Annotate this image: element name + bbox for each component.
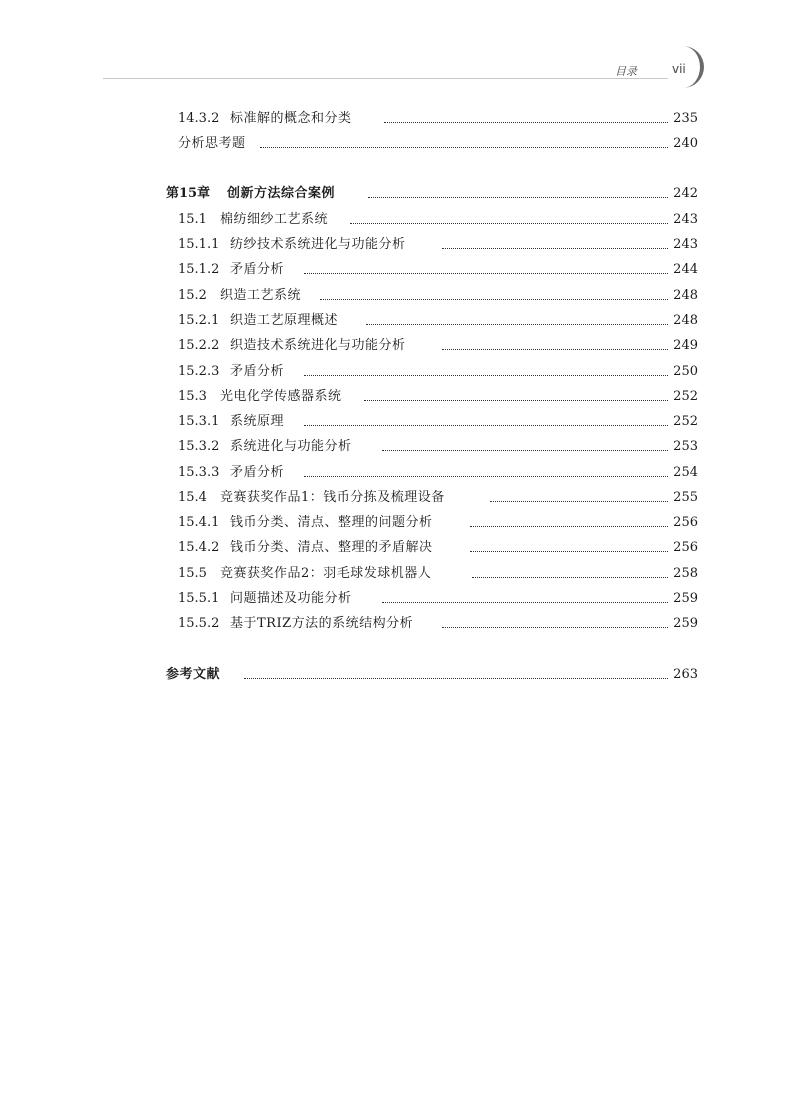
toc-dot-leader [442, 248, 668, 249]
toc-entry-number: 15.3.3 [178, 465, 220, 480]
toc-entry-number: 15.3 [178, 389, 207, 404]
header-rule [103, 78, 668, 79]
toc-entry[interactable] [0, 462, 790, 484]
toc-dot-leader [260, 147, 668, 148]
toc-entry[interactable] [0, 335, 790, 357]
toc-entry-title: 系统原理 [230, 414, 285, 429]
toc-entry-page: 254 [673, 465, 698, 480]
toc-entry-number: 15.3.1 [178, 414, 220, 429]
toc-entry-title: 钱币分类、清点、整理的矛盾解决 [230, 540, 433, 555]
toc-entry-page: 242 [673, 186, 698, 201]
toc-dot-leader [490, 501, 668, 502]
toc-entry-page: 240 [673, 136, 698, 151]
toc-entry-page: 256 [673, 540, 698, 555]
toc-dot-leader [320, 299, 668, 300]
toc-entry-title: 参考文献 [166, 667, 221, 682]
toc-entry[interactable] [0, 259, 790, 281]
toc-entry-number: 15.5 [178, 566, 207, 581]
toc-dot-leader [364, 400, 668, 401]
toc-entry-page: 253 [673, 439, 698, 454]
toc-entry[interactable] [0, 108, 790, 130]
toc-entry-title: 分析思考题 [178, 136, 246, 151]
toc-dot-leader [382, 602, 668, 603]
toc-entry-title: 矛盾分析 [230, 364, 285, 379]
toc-dot-leader [384, 122, 668, 123]
toc-entry-page: 248 [673, 288, 698, 303]
toc-entry[interactable] [0, 512, 790, 534]
toc-entry-page: 249 [673, 338, 698, 353]
toc-entry-title: 标准解的概念和分类 [230, 111, 352, 126]
toc-entry-number: 15.2.1 [178, 313, 220, 328]
toc-entry[interactable] [0, 537, 790, 559]
running-header-page-number: vii [672, 62, 686, 76]
toc-dot-leader [304, 375, 668, 376]
toc-entry[interactable] [0, 386, 790, 408]
toc-entry-title: 钱币分类、清点、整理的问题分析 [230, 515, 433, 530]
toc-entry-page: 255 [673, 490, 698, 505]
toc-entry[interactable] [0, 209, 790, 231]
toc-entry-title: 织造技术系统进化与功能分析 [230, 338, 406, 353]
toc-entry-title: 竞赛获奖作品1：钱币分拣及梳理设备 [220, 490, 445, 505]
toc-entry-title: 矛盾分析 [230, 465, 285, 480]
toc-entry-number: 15.3.2 [178, 439, 220, 454]
toc-entry-page: 256 [673, 515, 698, 530]
toc-dot-leader [442, 627, 668, 628]
toc-entry-page: 250 [673, 364, 698, 379]
toc-dot-leader [304, 425, 668, 426]
toc-entry-references[interactable] [0, 664, 790, 686]
toc-entry-number: 15.2.2 [178, 338, 220, 353]
toc-entry-page: 259 [673, 616, 698, 631]
toc-entry-number: 15.2.3 [178, 364, 220, 379]
toc-entry[interactable] [0, 310, 790, 332]
toc-entry[interactable] [0, 563, 790, 585]
toc-entry[interactable] [0, 487, 790, 509]
toc-entry-number: 15.5.2 [178, 616, 220, 631]
toc-entry-number: 15.5.1 [178, 591, 220, 606]
toc-entry-page: 252 [673, 389, 698, 404]
toc-entry-title: 系统进化与功能分析 [230, 439, 352, 454]
toc-entry-page: 243 [673, 212, 698, 227]
toc-entry-title: 棉纺细纱工艺系统 [220, 212, 329, 227]
toc-dot-leader [366, 324, 668, 325]
toc-entry-number: 15.1 [178, 212, 207, 227]
toc-entry-title: 创新方法综合案例 [227, 186, 336, 201]
toc-entry-page: 243 [673, 237, 698, 252]
toc-entry-title: 光电化学传感器系统 [220, 389, 342, 404]
toc-dot-leader [350, 223, 668, 224]
toc-dot-leader [470, 551, 668, 552]
toc-dot-leader [368, 197, 668, 198]
toc-entry-number: 15.4.1 [178, 515, 220, 530]
toc-entry-number: 14.3.2 [178, 111, 220, 126]
toc-dot-leader [442, 349, 668, 350]
toc-entry-title: 问题描述及功能分析 [230, 591, 352, 606]
toc-entry-page: 252 [673, 414, 698, 429]
toc-entry-chapter[interactable] [0, 183, 790, 205]
toc-entry-page: 235 [673, 111, 698, 126]
toc-entry-number: 15.1.1 [178, 237, 220, 252]
toc-entry-number: 第15章 [166, 186, 211, 201]
toc-entry-number: 15.1.2 [178, 262, 220, 277]
toc-entry-number: 15.2 [178, 288, 207, 303]
toc-entry[interactable] [0, 436, 790, 458]
toc-dot-leader [304, 476, 668, 477]
toc-entry[interactable] [0, 588, 790, 610]
toc-dot-leader [244, 678, 668, 679]
toc-entry[interactable] [0, 285, 790, 307]
toc-entry-title: 基于TRIZ方法的系统结构分析 [230, 616, 414, 631]
toc-entry-page: 258 [673, 566, 698, 581]
toc-entry-page: 263 [673, 667, 698, 682]
toc-entry[interactable] [0, 613, 790, 635]
toc-dot-leader [382, 450, 668, 451]
toc-entry[interactable] [0, 411, 790, 433]
toc-entry-title: 矛盾分析 [230, 262, 285, 277]
toc-entry-page: 248 [673, 313, 698, 328]
toc-dot-leader [470, 526, 668, 527]
toc-entry-page: 259 [673, 591, 698, 606]
running-header-section: 目录 [615, 65, 637, 78]
toc-entry-page: 244 [673, 262, 698, 277]
toc-entry-number: 15.4.2 [178, 540, 220, 555]
toc-dot-leader [304, 273, 668, 274]
toc-dot-leader [472, 577, 668, 578]
toc-entry-title: 织造工艺系统 [220, 288, 302, 303]
toc-entry-title: 竞赛获奖作品2：羽毛球发球机器人 [220, 566, 432, 581]
toc-entry[interactable] [0, 361, 790, 383]
toc-entry-title: 织造工艺原理概述 [230, 313, 339, 328]
toc-entry[interactable] [0, 234, 790, 256]
toc-entry-number: 15.4 [178, 490, 207, 505]
toc-entry-title: 纺纱技术系统进化与功能分析 [230, 237, 406, 252]
toc-entry[interactable] [0, 133, 790, 155]
